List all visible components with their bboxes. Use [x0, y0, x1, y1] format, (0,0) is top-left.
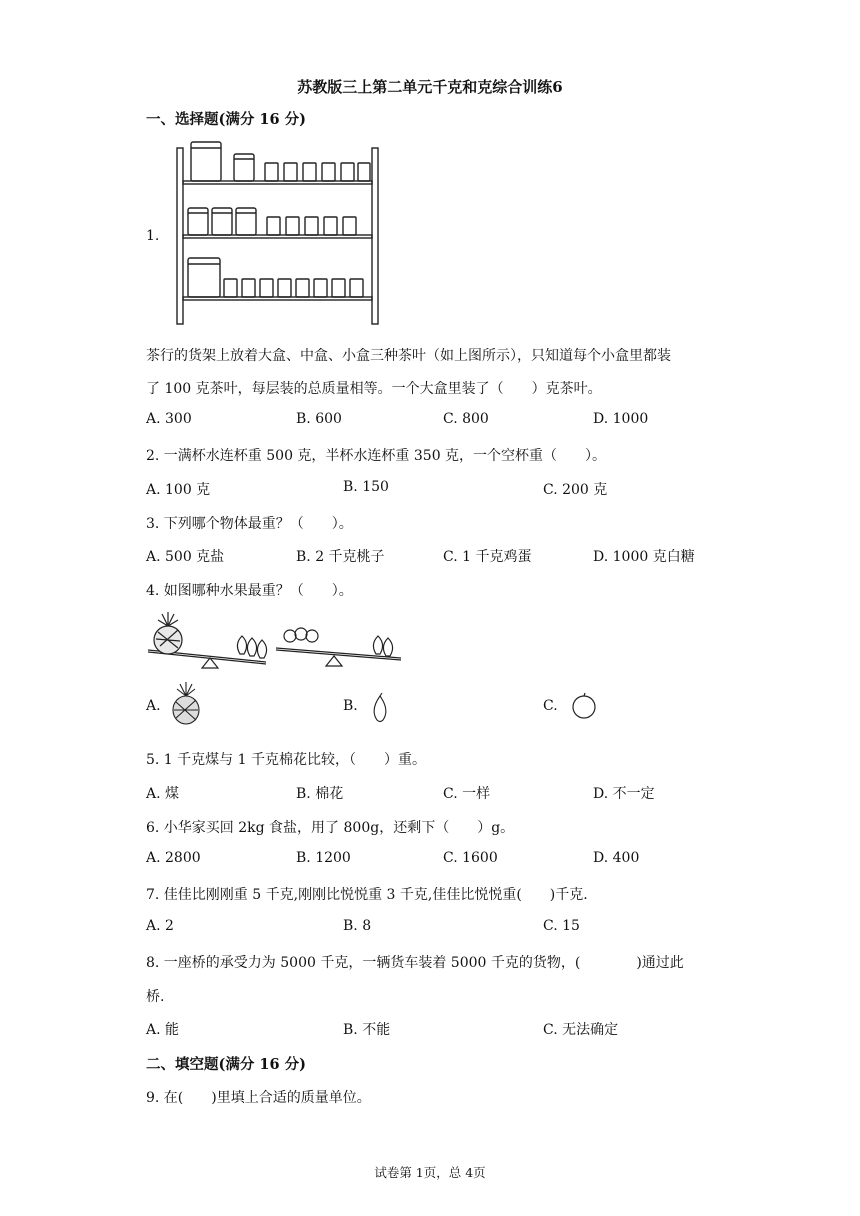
question-3-option-a[interactable]: A. 500 克盐 [146, 549, 225, 565]
question-8-option-c[interactable]: C. 无法确定 [543, 1022, 619, 1038]
question-5-text: 5. 1 千克煤与 1 千克棉花比较，（ ）重。 [146, 752, 426, 768]
question-4-option-a[interactable]: A. [146, 698, 161, 714]
fruit-balance-illustration [146, 612, 406, 672]
question-5-option-a[interactable]: A. 煤 [146, 786, 180, 802]
question-5-option-b[interactable]: B. 棉花 [296, 786, 344, 802]
tea-box-small [341, 163, 354, 181]
tea-box-small [358, 163, 370, 181]
tea-box-small [332, 279, 345, 297]
pear-icon [368, 692, 392, 724]
question-6-option-c[interactable]: C. 1600 [443, 850, 498, 866]
question-6-option-d[interactable]: D. 400 [593, 850, 640, 866]
section-heading-fill-in: 二、填空题(满分 16 分) [146, 1056, 306, 1073]
tea-box-small [224, 279, 237, 297]
question-6-option-b[interactable]: B. 1200 [296, 850, 351, 866]
question-9-text: 9. 在( )里填上合适的质量单位。 [146, 1090, 371, 1106]
question-3-text: 3. 下列哪个物体最重？（ ）。 [146, 516, 353, 532]
tea-boxes-row-1 [191, 142, 370, 181]
question-5-option-d[interactable]: D. 不一定 [593, 786, 655, 802]
question-7-option-c[interactable]: C. 15 [543, 918, 580, 934]
question-8-text-line-2: 桥. [146, 989, 165, 1005]
pear-icon [237, 636, 266, 658]
tea-box-small [296, 279, 309, 297]
seesaw-right [276, 628, 401, 666]
question-2-option-b[interactable]: B. 150 [343, 479, 389, 495]
pineapple-icon [168, 682, 204, 726]
question-5-option-c[interactable]: C. 一样 [443, 786, 491, 802]
tea-shelf-illustration [175, 140, 380, 325]
tea-box-small [322, 163, 335, 181]
section-heading-choice: 一、选择题(满分 16 分) [146, 111, 306, 128]
tea-box-small [343, 217, 356, 235]
question-2-text: 2. 一满杯水连杯重 500 克，半杯水连杯重 350 克，一个空杯重（ ）。 [146, 448, 607, 464]
tea-box-small [267, 217, 280, 235]
question-7-option-a[interactable]: A. 2 [146, 918, 174, 934]
tea-box-small [265, 163, 278, 181]
tea-box-small [286, 217, 299, 235]
question-6-option-a[interactable]: A. 2800 [146, 850, 201, 866]
tea-box-small [284, 163, 297, 181]
pear-icon [373, 636, 392, 656]
question-1-number: 1. [146, 228, 160, 244]
question-1-text-line-2: 了 100 克茶叶，每层装的总质量相等。一个大盒里装了（ ）克茶叶。 [146, 381, 602, 397]
tea-box-medium [236, 208, 256, 235]
question-8-text-line-1: 8. 一座桥的承受力为 5000 千克，一辆货车装着 5000 千克的货物，( )通过此 [146, 955, 684, 971]
tea-box-small [278, 279, 291, 297]
question-1-option-d[interactable]: D. 1000 [593, 411, 649, 427]
shelf-post-right [372, 148, 378, 324]
tea-box-small [305, 217, 318, 235]
question-4-option-b[interactable]: B. [343, 698, 358, 714]
question-1-option-b[interactable]: B. 600 [296, 411, 342, 427]
pineapple-icon [154, 612, 182, 654]
shelf-post-left [177, 148, 183, 324]
tea-boxes-row-3 [188, 258, 363, 297]
question-4-text: 4. 如图哪种水果最重？（ ）。 [146, 583, 353, 599]
question-2-option-a[interactable]: A. 100 克 [146, 482, 211, 498]
question-1-text-line-1: 茶行的货架上放着大盒、中盒、小盒三种茶叶（如上图所示），只知道每个小盒里都装 [146, 348, 671, 364]
page-title: 苏教版三上第二单元千克和克综合训练6 [297, 78, 563, 96]
question-1-option-a[interactable]: A. 300 [146, 411, 192, 427]
question-7-option-b[interactable]: B. 8 [343, 918, 372, 934]
question-3-option-d[interactable]: D. 1000 克白糖 [593, 549, 695, 565]
tea-box-medium [212, 208, 232, 235]
question-7-text: 7. 佳佳比刚刚重 5 千克,刚刚比悦悦重 3 千克,佳佳比悦悦重( )千克. [146, 887, 588, 903]
question-3-option-b[interactable]: B. 2 千克桃子 [296, 549, 385, 565]
tea-box-small [314, 279, 327, 297]
question-4-option-c[interactable]: C. [543, 698, 558, 714]
question-3-option-c[interactable]: C. 1 千克鸡蛋 [443, 549, 532, 565]
tea-box-small [260, 279, 273, 297]
tea-box-small [324, 217, 337, 235]
tea-box-small [242, 279, 255, 297]
tea-boxes-row-2 [188, 208, 356, 235]
tea-box-small [303, 163, 316, 181]
tea-box-medium [188, 208, 208, 235]
question-1-option-c[interactable]: C. 800 [443, 411, 489, 427]
tea-box-small [350, 279, 363, 297]
question-2-option-c[interactable]: C. 200 克 [543, 482, 608, 498]
question-8-option-b[interactable]: B. 不能 [343, 1022, 391, 1038]
apple-icon [284, 628, 318, 642]
seesaw-left [148, 612, 267, 668]
page-footer: 试卷第 1页，总 4页 [374, 1165, 486, 1180]
question-6-text: 6. 小华家买回 2kg 食盐，用了 800g，还剩下（ ）g。 [146, 820, 515, 836]
tea-box-medium [234, 154, 254, 181]
apple-icon [569, 692, 599, 720]
question-8-option-a[interactable]: A. 能 [146, 1022, 180, 1038]
